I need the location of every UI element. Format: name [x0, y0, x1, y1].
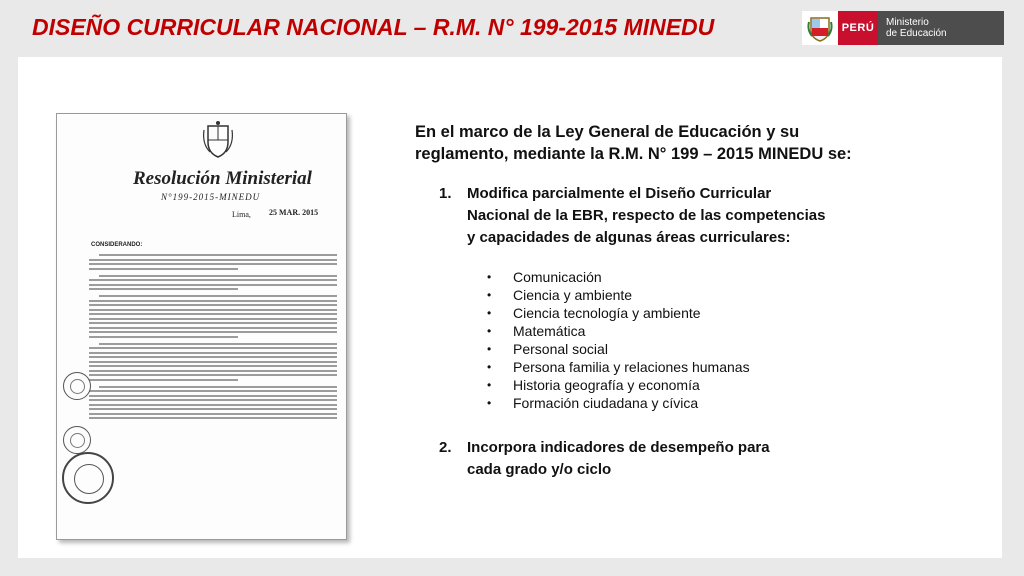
area-item: • Formación ciudadana y cívica	[487, 394, 750, 412]
minedu-logo	[802, 11, 1004, 45]
peru-label: PERÚ	[838, 11, 878, 45]
area-item: • Historia geografía y economía	[487, 376, 750, 394]
stamp-icon	[63, 372, 91, 400]
area-item: • Ciencia tecnología y ambiente	[487, 304, 750, 322]
area-item: • Ciencia y ambiente	[487, 286, 750, 304]
area-item: • Comunicación	[487, 268, 750, 286]
area-item: • Persona familia y relaciones humanas	[487, 358, 750, 376]
stamp-icon	[63, 426, 91, 454]
document-date: 25 MAR. 2015	[269, 208, 319, 217]
area-item: • Matemática	[487, 322, 750, 340]
document-title: Resolución Ministerial	[133, 168, 312, 189]
slide-title: DISEÑO CURRICULAR NACIONAL – R.M. N° 199-2015 MINEDU	[32, 14, 715, 40]
document-emblem-icon	[201, 120, 235, 160]
ministry-seal-icon	[62, 452, 114, 504]
curricular-areas-list	[487, 268, 750, 412]
document-number: N°199-2015-MINEDU	[161, 192, 261, 202]
document-body-text	[89, 254, 337, 424]
document-city: Lima,	[232, 210, 251, 219]
document-section-heading: CONSIDERANDO:	[91, 242, 143, 248]
resolution-document-image	[56, 113, 347, 540]
item-text: Incorpora indicadores de desempeño para cada grado y/o ciclo	[467, 439, 770, 478]
item-text: Modifica parcialmente el Diseño Curricular Nacional de la EBR, respecto de las competencias y capacidades de algunas áreas curriculares:	[467, 185, 826, 246]
item-number: 2.	[439, 439, 452, 456]
list-item-incorpora	[439, 437, 839, 481]
intro-text: En el marco de la Ley General de Educación y su reglamento, mediante la R.M. N° 199 – 2015 MINEDU se:	[415, 123, 852, 163]
item-number: 1.	[439, 185, 452, 202]
ministry-line-1: Ministerio	[886, 17, 929, 28]
coat-of-arms-icon	[802, 11, 838, 45]
area-item: • Personal social	[487, 340, 750, 358]
list-item-modifica	[439, 183, 839, 271]
ministry-line-2: de Educación	[886, 28, 947, 39]
ministry-label	[878, 11, 1004, 45]
